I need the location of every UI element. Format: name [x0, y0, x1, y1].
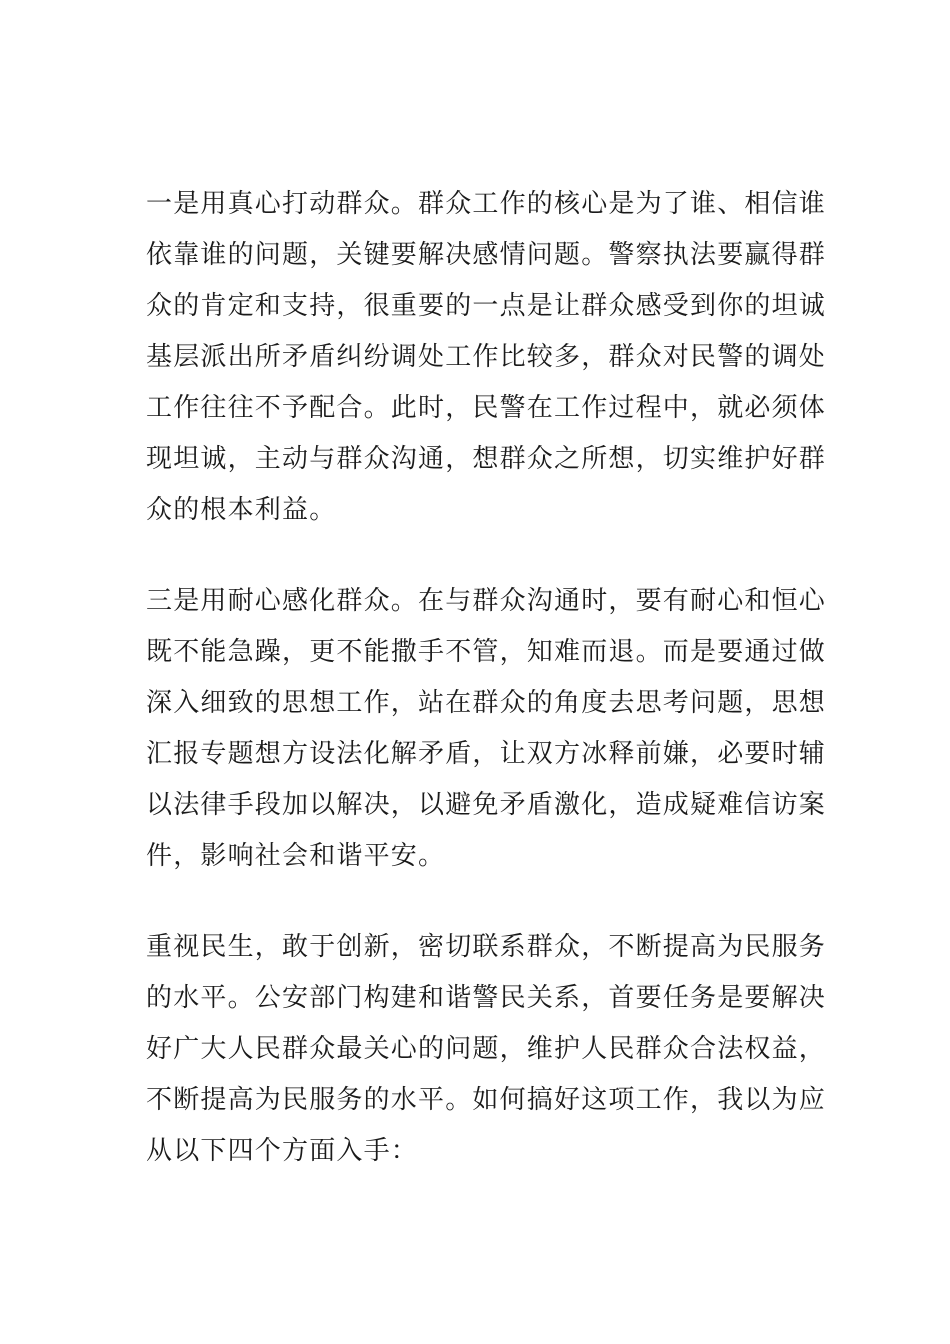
text-line: 众的根本利益。	[146, 495, 337, 525]
text-line: 件，影响社会和谐平安。	[146, 841, 446, 871]
text-line: 从以下四个方面入手：	[146, 1136, 419, 1166]
text-line: 重视民生，敢于创新，密切联系群众，不断提高为民服务	[146, 932, 827, 962]
text-line: 的水平。公安部门构建和谐警民关系，首要任务是要解决	[146, 983, 827, 1013]
text-line: 一是用真心打动群众。群众工作的核心是为了谁、相信谁	[146, 189, 827, 219]
text-line: 既不能急躁，更不能撒手不管，知难而退。而是要通过做	[146, 637, 827, 667]
text-line: 工作往往不予配合。此时，民警在工作过程中，就必须体	[146, 393, 827, 423]
text-line: 众的肯定和支持，很重要的一点是让群众感受到你的坦诚	[146, 291, 827, 321]
text-line: 以法律手段加以解决，以避免矛盾激化，造成疑难信访案	[146, 790, 827, 820]
text-line: 汇报专题想方设法化解矛盾，让双方冰释前嫌，必要时辅	[146, 739, 827, 769]
text-line: 好广大人民群众最关心的问题，维护人民群众合法权益，	[146, 1034, 827, 1064]
text-line: 现坦诚，主动与群众沟通，想群众之所想，切实维护好群	[146, 444, 827, 474]
text-line: 三是用耐心感化群众。在与群众沟通时，要有耐心和恒心	[146, 586, 827, 616]
text-line: 依靠谁的问题，关键要解决感情问题。警察执法要赢得群	[146, 240, 827, 270]
text-line: 不断提高为民服务的水平。如何搞好这项工作，我以为应	[146, 1085, 827, 1115]
text-line: 基层派出所矛盾纠纷调处工作比较多，群众对民警的调处	[146, 342, 827, 372]
text-line: 深入细致的思想工作，站在群众的角度去思考问题，思想	[146, 688, 827, 718]
